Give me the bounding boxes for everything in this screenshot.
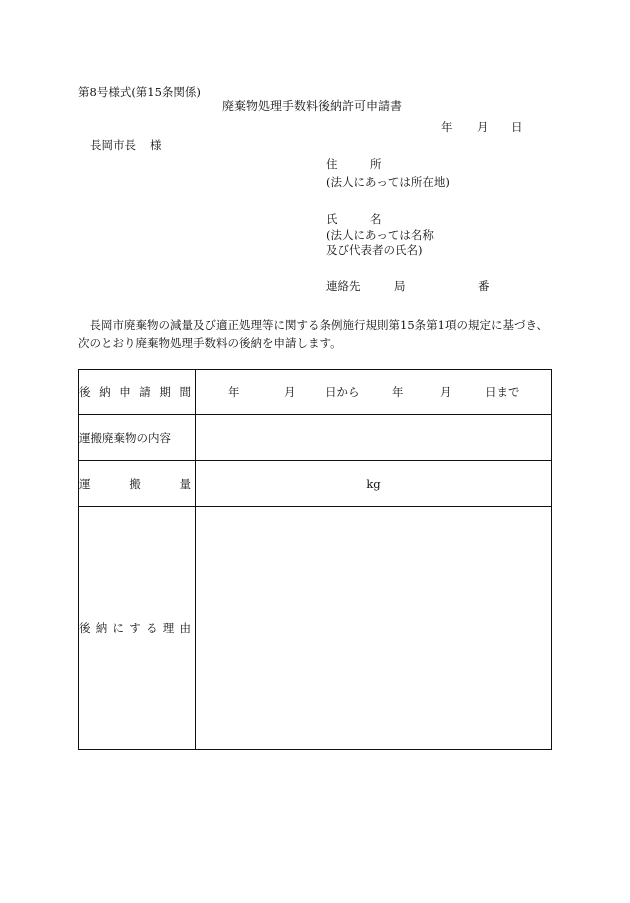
table-row: [79, 461, 552, 507]
period-end-year: 年: [392, 385, 404, 399]
form-number: 第8号様式(第15条関係): [78, 85, 201, 99]
reason-value[interactable]: [196, 507, 552, 750]
name-note-2: 及び代表者の氏名): [326, 243, 423, 257]
period-start-year: 年: [228, 385, 240, 399]
document-title: 廃棄物処理手数料後納許可申請書: [222, 99, 403, 113]
period-start-month: 月: [284, 385, 296, 399]
name-label-1: 氏: [326, 212, 338, 226]
date-month: 月: [477, 120, 489, 134]
date-day: 日: [511, 120, 523, 134]
reason-label: [79, 507, 196, 750]
addressee-honorific: 様: [150, 138, 162, 152]
amount-label-char: 量: [179, 476, 191, 491]
addressee-name: 長岡市長: [90, 138, 136, 152]
contact-label: 連絡先: [326, 279, 361, 293]
address-note: (法人にあっては所在地): [326, 175, 450, 189]
amount-label-char: 運: [79, 476, 91, 491]
amount-label-char: 搬: [129, 476, 141, 491]
period-value[interactable]: [196, 370, 552, 415]
address-label-1: 住: [326, 157, 338, 171]
body-paragraph: 長岡市廃棄物の減量及び適正処理等に関する条例施行規則第15条第1項の規定に基づき、次のとおり廃棄物処理手数料の後納を申請します。: [78, 318, 548, 350]
period-label-char: 納: [99, 385, 111, 399]
amount-unit: kg: [366, 476, 381, 491]
reason-label-char: 理: [162, 621, 175, 635]
period-label-char: 期: [159, 385, 171, 399]
amount-label: [79, 461, 196, 507]
period-label: [79, 370, 196, 415]
table-row: [79, 370, 552, 415]
name-note-1: (法人にあっては名称: [326, 228, 434, 242]
application-table: [78, 369, 552, 750]
content-value[interactable]: [196, 415, 552, 461]
period-end-month: 月: [440, 385, 452, 399]
name-label-2: 名: [370, 212, 382, 226]
period-label-char: 間: [179, 385, 191, 399]
period-end-day: 日まで: [485, 385, 520, 399]
content-label-text: 運搬廃棄物の内容: [79, 430, 171, 445]
amount-value[interactable]: [196, 461, 552, 507]
contact-exchange: 局: [394, 279, 406, 293]
content-label: [79, 415, 196, 461]
address-label-2: 所: [370, 157, 382, 171]
table-row: [79, 507, 552, 750]
reason-label-char: る: [146, 621, 158, 635]
contact-number: 番: [478, 279, 490, 293]
period-label-char: 請: [139, 385, 151, 399]
reason-label-char: 後: [79, 621, 91, 635]
table-row: [79, 415, 552, 461]
reason-label-char: 由: [179, 621, 191, 635]
period-label-char: 後: [79, 385, 91, 399]
reason-label-char: す: [129, 621, 141, 635]
period-label-char: 申: [119, 385, 131, 399]
period-start-day: 日から: [325, 385, 360, 399]
reason-label-char: に: [112, 621, 124, 635]
reason-label-char: 納: [95, 621, 108, 635]
date-year: 年: [441, 120, 453, 134]
